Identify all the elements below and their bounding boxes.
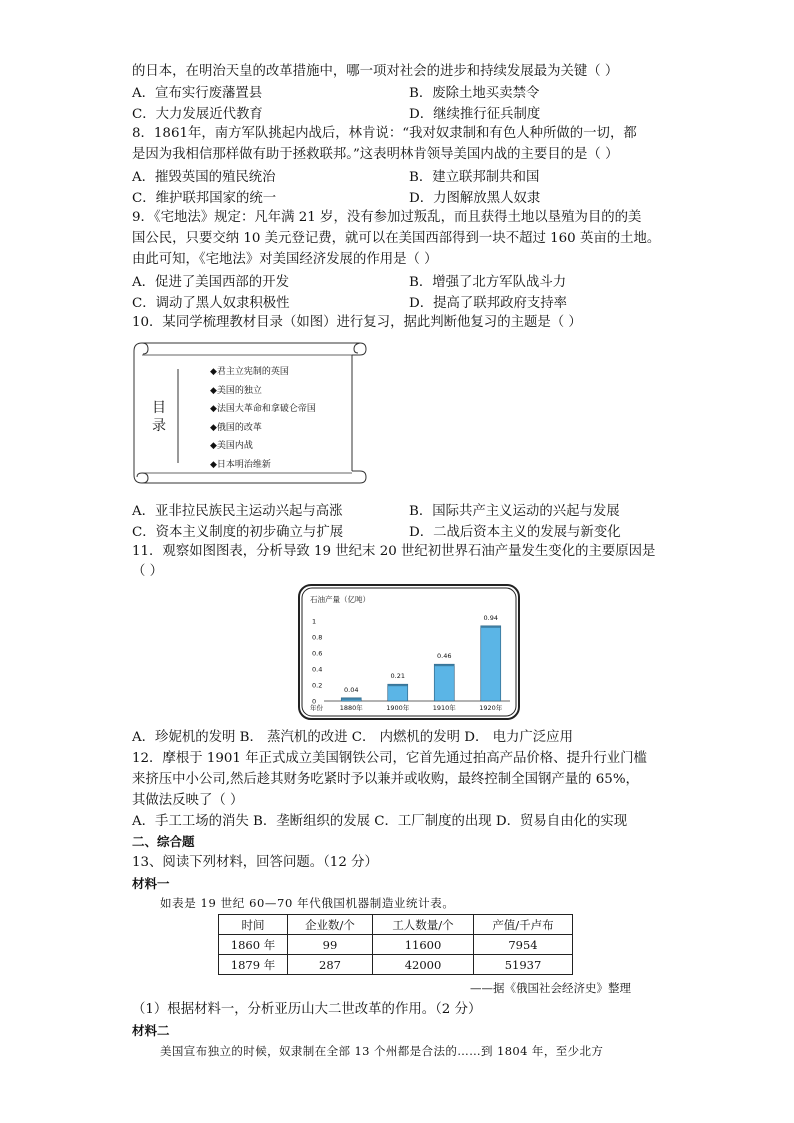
toc-item: ◆日本明治维新 [210,459,271,470]
question-12-line1: 12．摩根于 1901 年正式成立美国钢铁公司，它首先通过拍高产品价格、提升行业门槛 [132,751,647,766]
toc-item: ◆美国的独立 [210,385,262,396]
option-a: A．亚非拉民族民主运动兴起与高涨 [132,504,343,519]
y-tick-label: 1 [312,617,317,626]
bar-value-label: 0.04 [344,685,359,694]
option-b: B．增强了北方军队战斗力 [409,275,567,290]
bar [434,664,454,701]
bar [481,626,501,701]
option-a: A．促进了美国西部的开发 [132,275,289,290]
toc-item: ◆法国大革命和拿破仑帝国 [210,404,316,415]
section-heading: 二、综合题 [132,834,195,849]
option-c: C．调动了黑人奴隶积极性 [132,296,290,311]
y-tick-label: 0.6 [312,649,323,658]
x-tick-label: 1900年 [386,704,410,712]
option-c: C．维护联邦国家的统一 [132,191,277,206]
bar-value-label: 0.21 [390,672,405,681]
table-cell: 51937 [474,955,573,975]
table-header-cell: 企业数/个 [288,915,373,935]
toc-item: ◆美国内战 [210,441,253,452]
x-tick-label: 1880年 [339,704,363,712]
oil-production-chart [298,584,520,720]
statistics-table [218,914,573,975]
table-cell: 1860 年 [219,935,288,955]
question-9-line1: 9．《宅地法》规定：凡年满 21 岁，没有参加过叛乱，而且获得土地以垦殖为目的的美 [132,210,642,225]
table-cell: 7954 [474,935,573,955]
bar-top [481,626,501,628]
table-header-cell: 时间 [219,915,288,935]
table-row [219,935,573,955]
table-header-row [219,915,573,935]
table-cell: 287 [288,955,373,975]
toc-item: ◆君主立宪制的英国 [210,367,289,377]
bar-top [388,684,408,686]
y-tick-label: 0 [312,697,317,706]
bar-value-label: 0.46 [437,652,452,661]
question-10-line1: 10．某同学梳理教材目录（如图）进行复习，据此判断他复习的主题是（ ） [132,315,582,330]
option-b: B．建立联邦制共和国 [409,170,540,185]
question-8-line2: 是因为我相信那样做有助于拯救联邦。”这表明林肯领导美国内战的主要目的是（ ） [132,147,619,162]
table-header-cell: 工人数量/个 [373,915,474,935]
toc-title-char-1: 目 [152,400,166,416]
option-c: C．大力发展近代教育 [132,107,263,122]
bar-value-label: 0.94 [483,613,498,622]
table-cell: 42000 [373,955,474,975]
y-tick-label: 0.4 [312,665,323,674]
sub-question-1: （1）根据材料一，分析亚历山大二世改革的作用。（2 分） [132,1002,482,1017]
question-9-line2: 国公民，只要交纳 10 美元登记费，就可以在美国西部得到一块不超过 160 英亩的土地。 [132,231,661,246]
x-tick-label: 1910年 [432,704,456,712]
material-2-text: 美国宣布独立的时候，奴隶制在全部 13 个州都是合法的……到 1804 年，至少北方 [160,1044,604,1058]
material-1-label: 材料一 [132,876,170,891]
option-d: D．二战后资本主义的发展与新变化 [409,525,621,540]
bar-top [341,698,361,700]
question-12-line2: 来挤压中小公司,然后趁其财务吃紧时予以兼并或收购，最终控制全国钢产量的 65%， [132,772,639,787]
chart-title: 石油产量（亿吨） [310,595,370,604]
chart-svg [298,584,520,720]
question-11-line1: 11．观察如图图表，分析导致 19 世纪末 20 世纪初世界石油产量发生变化的主要原因是 [132,544,656,559]
question-13: 13、阅读下列材料，回答问题。（12 分） [132,855,378,870]
table-row [219,955,573,975]
option-c: C．资本主义制度的初步确立与扩展 [132,525,344,540]
toc-item: ◆俄国的改革 [210,422,262,433]
x-axis-label: 年份 [310,704,323,712]
question-12-line3: 其做法反映了（ ） [132,793,244,808]
option-d: D．提高了联邦政府支持率 [409,296,568,311]
option-d: D．继续推行征兵制度 [409,107,541,122]
table-of-contents-scroll [132,341,368,487]
option-d: D．力图解放黑人奴隶 [409,191,541,206]
question-7-stem: 的日本，在明治天皇的改革措施中，哪一项对社会的进步和持续发展最为关键（ ） [132,64,619,79]
table-source: ——据《俄国社会经济史》整理 [470,981,631,995]
x-tick-label: 1920年 [479,704,503,712]
toc-title-char-2: 录 [152,418,166,434]
table-cell: 11600 [373,935,474,955]
material-2-label: 材料二 [132,1023,170,1038]
toc-list [210,363,316,475]
table-header-cell: 产值/千卢布 [474,915,573,935]
question-8-line1: 8．1861年，南方军队挑起内战后，林肯说：“我对奴隶制和有色人种所做的一切，都 [132,126,637,141]
option-b: B．废除土地买卖禁令 [409,86,540,101]
option-b: B．国际共产主义运动的兴起与发展 [409,504,620,519]
question-11-options: A．珍妮机的发明 B． 蒸汽机的改进 C． 内燃机的发明 D． 电力广泛应用 [132,730,573,745]
question-9-line3: 由此可知，《宅地法》对美国经济发展的作用是（ ） [132,252,438,267]
table-cell: 1879 年 [219,955,288,975]
y-tick-label: 0.2 [312,681,323,690]
question-11-line2: （ ） [132,564,164,579]
y-tick-label: 0.8 [312,633,323,642]
question-12-options: A．手工工场的消失 B．垄断组织的发展 C．工厂制度的出现 D．贸易自由化的实现 [132,814,628,829]
bar [388,684,408,701]
material-1-text: 如表是 19 世纪 60—70 年代俄国机器制造业统计表。 [160,896,455,910]
option-a: A．宣布实行废藩置县 [132,86,263,101]
option-a: A．摧毁英国的殖民统治 [132,170,276,185]
table-cell: 99 [288,935,373,955]
bar-top [434,664,454,666]
